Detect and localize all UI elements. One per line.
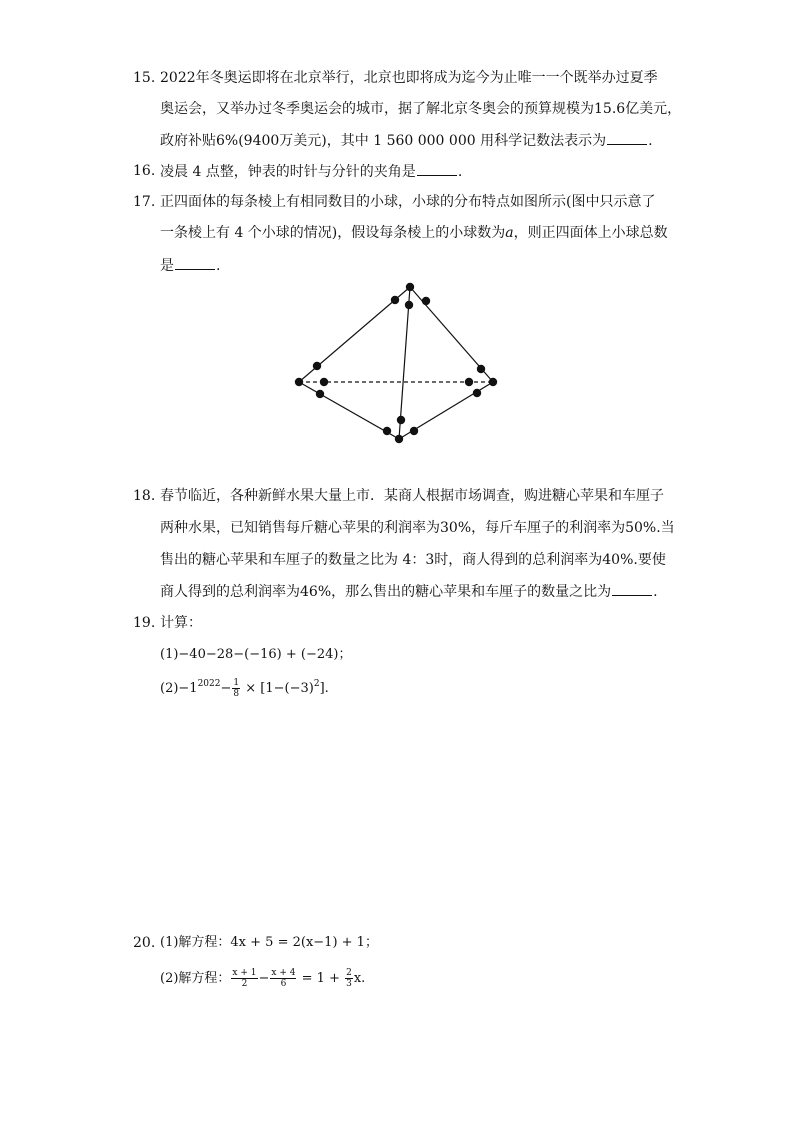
ball [410, 427, 418, 435]
q20-part2-label: (2)解方程： [160, 971, 231, 986]
answer-blank[interactable] [612, 581, 652, 596]
q17-line1: 正四面体的每条棱上有相同数目的小球，小球的分布特点如图所示(图中只示意了 [160, 194, 656, 210]
q19-number: 19. [133, 615, 156, 631]
ball [316, 390, 324, 398]
q17-line3-end: . [216, 258, 221, 274]
ball [405, 301, 413, 309]
q20-part1: (1)解方程：4x + 5 = 2(x−1) + 1； [160, 935, 378, 950]
fraction-numerator: x + 1 [232, 968, 257, 978]
fraction-denominator: 8 [233, 689, 240, 699]
q16-number: 16. [133, 163, 156, 179]
q15-line3-text: 政府补贴6%(9400万美元)，其中 1 560 000 000 用科学记数法表示为 [160, 133, 607, 149]
q20-number: 20. [133, 935, 156, 951]
q18-number: 18. [133, 488, 156, 504]
q19-part2 [160, 678, 329, 699]
fraction-numerator: x + 4 [271, 968, 296, 978]
q19-minus: − [220, 681, 232, 696]
answer-blank[interactable] [607, 130, 647, 145]
q16-end: . [457, 164, 463, 180]
q18-line4-end: . [653, 584, 658, 600]
q16-text: 凌晨 4 点整，钟表的时针与分针的夹角是 [160, 164, 416, 180]
ball [313, 362, 321, 370]
variable-a: a [505, 225, 514, 241]
q20-minus: − [258, 971, 270, 986]
ball [391, 296, 399, 304]
q15-line2: 奥运会，又举办过冬季奥运会的城市，据了解北京冬奥会的预算规模为15.6亿美元， [160, 101, 682, 117]
q19-title: 计算： [160, 615, 202, 631]
q18-line1: 春节临近，各种新鲜水果大量上市．某商人根据市场调查，购进糖心苹果和车厘子 [160, 488, 664, 504]
q15-number: 15. [133, 70, 156, 86]
q20-equals: = 1 + [297, 971, 345, 986]
q19-part1: (1)−40−28−(−16) + (−24)； [160, 647, 352, 662]
fraction-numerator: 2 [346, 968, 352, 978]
tetrahedron-figure [290, 278, 505, 448]
q20-part2 [160, 968, 365, 989]
q15-line3 [160, 130, 653, 151]
ball [406, 283, 414, 291]
answer-blank[interactable] [175, 255, 215, 270]
q18-line4-text: 商人得到的总利润率为46%，那么售出的糖心苹果和车厘子的数量之比为 [160, 584, 612, 600]
fraction-one-eighth [232, 678, 240, 699]
q16-line [160, 161, 462, 182]
q15-line3-end: . [648, 133, 653, 149]
q17-line2-text: 一条棱上有 4 个小球的情况)，假设每条棱上的小球数为 [160, 225, 506, 241]
q19-exponent-2: 2 [313, 679, 320, 689]
ball [489, 378, 497, 386]
ball [397, 416, 405, 424]
q19-part2-c: ]. [319, 681, 329, 696]
ball [395, 435, 403, 443]
ball [465, 378, 473, 386]
q17-number: 17. [133, 194, 156, 210]
ball [320, 378, 328, 386]
fraction-two-thirds [345, 968, 353, 989]
q15-line1: 2022年冬奥运即将在北京举行，北京也即将成为迄今为止唯一一个既举办过夏季 [160, 70, 658, 86]
q17-line2-end: ，则正四面体上小球总数 [513, 225, 668, 241]
q19-part2-b: × [1−(−3) [241, 681, 314, 696]
ball [477, 365, 485, 373]
fraction-denominator: 6 [280, 979, 287, 989]
q17-line3 [160, 255, 220, 276]
q17-line3-text: 是 [160, 258, 174, 274]
q17-line2 [160, 223, 668, 243]
fraction-denominator: 2 [241, 979, 248, 989]
ball [473, 389, 481, 397]
q20-tail: x. [353, 971, 366, 986]
q18-line3: 售出的糖心苹果和车厘子的数量之比为 4：3时，商人得到的总利润率为40%.要使 [160, 552, 666, 568]
fraction-denominator: 3 [346, 979, 352, 989]
ball [422, 297, 430, 305]
fraction-numerator: 1 [233, 678, 240, 688]
q18-line4 [160, 581, 658, 602]
fraction-x-plus-4-over-6 [270, 968, 296, 989]
ball [383, 427, 391, 435]
answer-blank[interactable] [417, 161, 457, 176]
fraction-x-plus-1-over-2 [231, 968, 257, 989]
q18-line2: 两种水果，已知销售每斤糖心苹果的利润率为30%，每斤车厘子的利润率为50%.当 [160, 520, 675, 536]
q19-exponent: 2022 [197, 679, 221, 689]
ball [295, 378, 303, 386]
q19-part2-a: (2)−1 [160, 681, 198, 696]
